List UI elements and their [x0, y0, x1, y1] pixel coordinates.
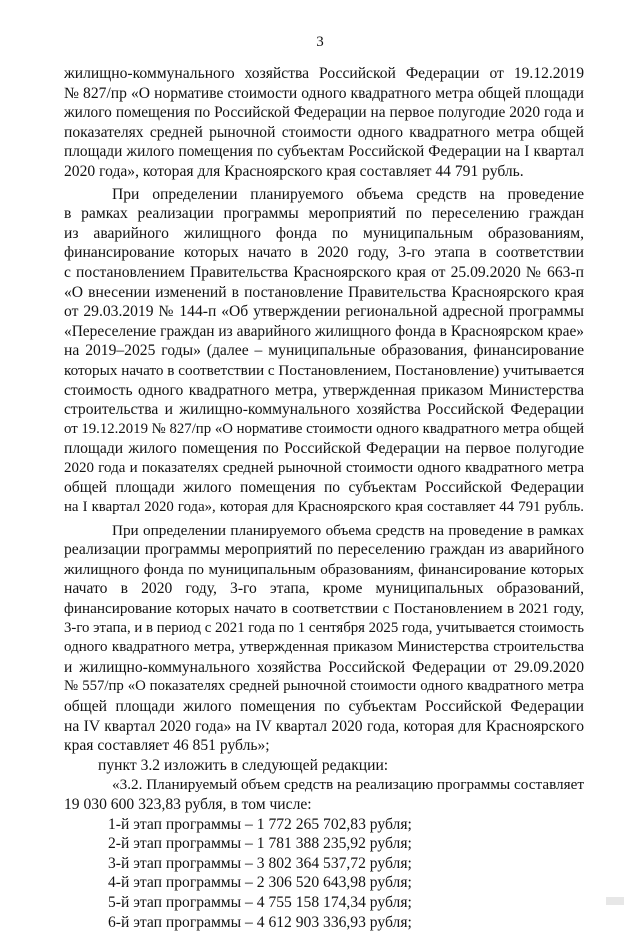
text-line: жилищного фонда по муниципальным образованиям, финансирование которых: [64, 560, 584, 578]
list-item: 4-й этап программы – 2 306 520 643,98 рубля;: [108, 874, 412, 892]
text-line: с постановлением Правительства Красноярского края от 25.09.2020 № 663-п: [64, 263, 584, 281]
point-heading: пункт 3.2 изложить в следующей редакции:: [98, 756, 389, 774]
page-number: 3: [316, 34, 324, 50]
list-item: 6-й этап программы – 4 612 903 336,93 рубля;: [108, 913, 412, 931]
text-line: 2020 года», которая для Красноярского края составляет 44 791 рубль.: [64, 162, 524, 180]
text-line: общей площади жилого помещения по субъектам Российской Федерации: [64, 698, 584, 715]
paragraph-1: [64, 64, 584, 182]
text-line: показателях средней рыночной стоимости одного квадратного метра общей: [64, 123, 584, 141]
text-line: на 2019–2025 годы» (далее – муниципальные образования, финансирование: [64, 342, 584, 360]
text-line: жилищно-коммунального хозяйства Российской Федерации от 19.12.2019: [64, 65, 584, 82]
text-line: начато в 2020 году, 3-го этапа, кроме муниципальных образований,: [64, 580, 584, 598]
document-body: [64, 64, 584, 932]
list-item: 2-й этап программы – 1 781 388 235,92 рубля;: [108, 835, 412, 853]
text-line: «О внесении изменений в постановление Правительства Красноярского края: [64, 283, 584, 301]
text-line: При определении планируемого объема средств на проведение: [112, 185, 584, 203]
text-line: «3.2. Планируемый объем средств на реализацию программы составляет: [112, 776, 584, 794]
text-line: на IV квартал 2020 года» на IV квартал 2020 года, которая для Красноярского: [64, 717, 584, 735]
text-line: одного квадратного метра, утвержденная приказом Министерства строительства: [64, 639, 584, 656]
text-line: и жилищно-коммунального хозяйства Российской Федерации от 29.09.2020: [64, 658, 584, 676]
text-line: реализации программы мероприятий по переселению граждан из аварийного: [64, 541, 584, 559]
list-item: 1-й этап программы – 1 772 265 702,83 рубля;: [108, 815, 412, 833]
text-line: площади жилого помещения по субъектам Российской Федерации на I квартал: [64, 143, 584, 161]
text-line: от 29.03.2019 № 144-п «Об утверждении региональной адресной программы: [64, 303, 584, 321]
text-line: площади жилого помещения по Российской Федерации на первое полугодие: [64, 440, 584, 458]
text-line: из аварийного жилищного фонда по муниципальным образованиям,: [64, 224, 584, 242]
text-line: которых начато в соответствии с Постановлением, Постановление) учитывается: [64, 361, 585, 379]
list-item: 3-й этап программы – 3 802 364 537,72 рубля;: [108, 854, 412, 872]
text-line: в рамках реализации программы мероприятий по переселению граждан: [64, 205, 584, 223]
text-line: финансирование которых начато в соответствии с Постановлением в 2021 году,: [64, 600, 584, 618]
list-item: 5-й этап программы – 4 755 158 174,34 рубля;: [108, 893, 412, 911]
text-line: жилого помещения по Российской Федерации на первое полугодие 2020 года и: [64, 104, 584, 122]
text-line: «Переселение граждан из аварийного жилищного фонда в Красноярском крае»: [64, 322, 584, 340]
text-line: 19 030 600 323,83 рубля, в том числе:: [64, 795, 312, 813]
text-line: При определении планируемого объема средств на проведение в рамках: [112, 521, 584, 539]
text-line: финансирование которых начато в 2020 году, 3-го этапа в соответствии: [64, 244, 584, 262]
text-line: от 19.12.2019 № 827/пр «О нормативе стоимости одного квадратного метра общей: [64, 420, 584, 437]
text-line: № 557/пр «О показателях средней рыночной стоимости одного квадратного метра: [64, 678, 584, 695]
text-line: края составляет 46 851 рубль»;: [64, 737, 270, 755]
text-line: № 827/пр «О нормативе стоимости одного квадратного метра общей площади: [64, 84, 584, 102]
scan-corner-mark: [606, 897, 624, 905]
text-line: строительства и жилищно-коммунального хозяйства Российской Федерации: [64, 401, 584, 419]
clause-3-2: [64, 775, 584, 814]
stage-list: [64, 815, 584, 932]
paragraph-3: [64, 521, 584, 756]
text-line: 3-го этапа, и в период с 2021 года по 1 сентября 2025 года, учитывается стоимость: [64, 619, 584, 636]
text-line: стоимость одного квадратного метра, утвержденная приказом Министерства: [64, 381, 584, 399]
text-line: на I квартал 2020 года», которая для Красноярского края составляет 44 791 рубль.: [64, 499, 584, 516]
text-line: общей площади жилого помещения по субъектам Российской Федерации: [64, 479, 584, 497]
paragraph-2: [64, 185, 584, 518]
text-line: 2020 года и показателях средней рыночной стоимости одного квадратного метра: [64, 459, 584, 476]
